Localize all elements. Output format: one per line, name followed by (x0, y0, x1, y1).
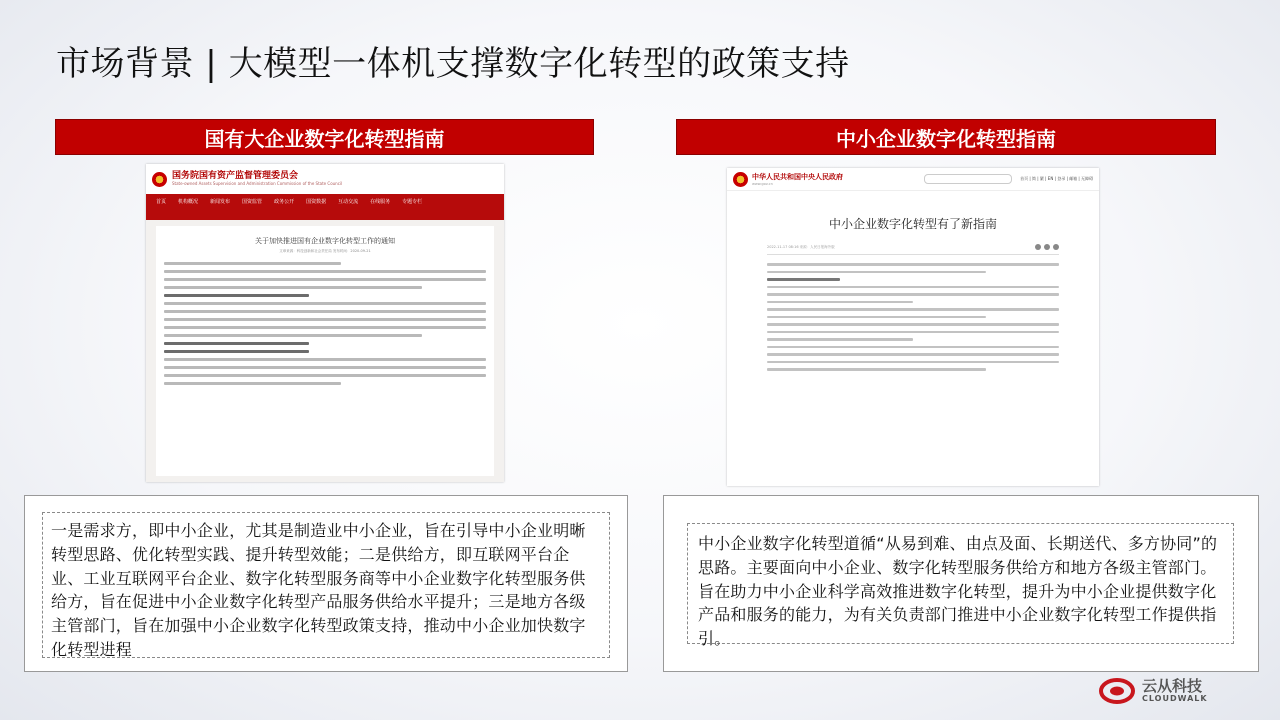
cloudwalk-logo-icon (1098, 676, 1136, 706)
sasac-nav-item: 专题专栏 (402, 199, 423, 205)
sasac-nav-item: 在线服务 (370, 199, 391, 205)
right-description-frame (687, 523, 1234, 649)
sasac-nav-item: 新闻发布 (210, 199, 231, 205)
right-description-text: 中小企业数字化转型道循“从易到难、由点及面、长期送代、多方协同”的思路。主要面向中小企业、数字化转型服务供给方和地方各级主管部门。旨在助力中小企业科学高效推进数字化转型，提升为中小企业提供数字化产品和服务的能力，为有关负责部门推进中小企业数字化转型工作提供指引。 (698, 534, 1218, 649)
right-description-card (663, 495, 1259, 672)
gov-article (727, 191, 1099, 371)
gov-article-title: 中小企业数字化转型有了新指南 (828, 217, 997, 231)
gov-url: www.gov.cn (752, 182, 773, 186)
gov-article-meta: 2022-11-17 08:16 来源：人民日报海外版 (767, 244, 835, 249)
sasac-nav-item: 首页 (156, 199, 167, 205)
gov-search-box (924, 174, 1012, 184)
gov-screenshot (727, 168, 1099, 486)
left-description-card (24, 495, 628, 672)
right-section-banner: 中小企业数字化转型指南 (676, 119, 1216, 155)
slide-title: 市场背景 | 大模型一体机支撑数字化转型的政策支持 (56, 44, 850, 84)
sasac-header (146, 164, 504, 194)
national-emblem-icon (152, 172, 167, 187)
sasac-nav-item: 政务公开 (274, 199, 295, 205)
cloudwalk-logo (1098, 670, 1238, 712)
gov-top-links: 首页 | 简 | 繁 | EN | 登录 | 邮箱 | 无障碍 (1020, 176, 1093, 181)
sasac-article (156, 226, 494, 476)
sasac-nav-item: 互动交流 (338, 199, 359, 205)
sasac-org-name: 国务院国有资产监督管理委员会 (172, 170, 299, 181)
left-description-text: 一是需求方，即中小企业，尤其是制造业中小企业，旨在引导中小企业明晰转型思路、优化转型实践、提升转型效能；二是供给方，即互联网平台企业、工业互联网平台企业、数字化转型服务商等中小企业数字化转型服务供给方，旨在促进中小企业数字化转型产品服务供给水平提升；三是地方各级主管部门，旨在加强中小企业数字化转型政策支持，推动中小企业加快数字化转型进程 (51, 521, 586, 659)
gov-header (727, 168, 1099, 191)
sasac-org-subtitle: State-owned Assets Supervision and Administration Commission of the State Council (172, 181, 343, 187)
sasac-nav-item: 国资数据 (306, 199, 327, 205)
sasac-nav-item: 国资监管 (242, 199, 263, 205)
sasac-nav (146, 194, 504, 220)
sasac-article-title: 关于加快推进国有企业数字化转型工作的通知 (255, 237, 395, 245)
sasac-screenshot (146, 164, 504, 482)
gov-org-name: 中华人民共和国中央人民政府 (752, 173, 843, 181)
share-icons (1035, 244, 1059, 250)
left-description-frame (42, 512, 610, 658)
logo-name-en: CLOUDWALK (1142, 693, 1208, 703)
sasac-nav-item: 机构概况 (178, 199, 199, 205)
sasac-article-meta: 文章来源：科技创新和社会责任局 发布时间：2020-09-21 (279, 249, 371, 253)
national-emblem-icon (733, 172, 748, 187)
logo-name: 云从科技 (1142, 676, 1203, 695)
left-section-banner: 国有大企业数字化转型指南 (55, 119, 594, 155)
